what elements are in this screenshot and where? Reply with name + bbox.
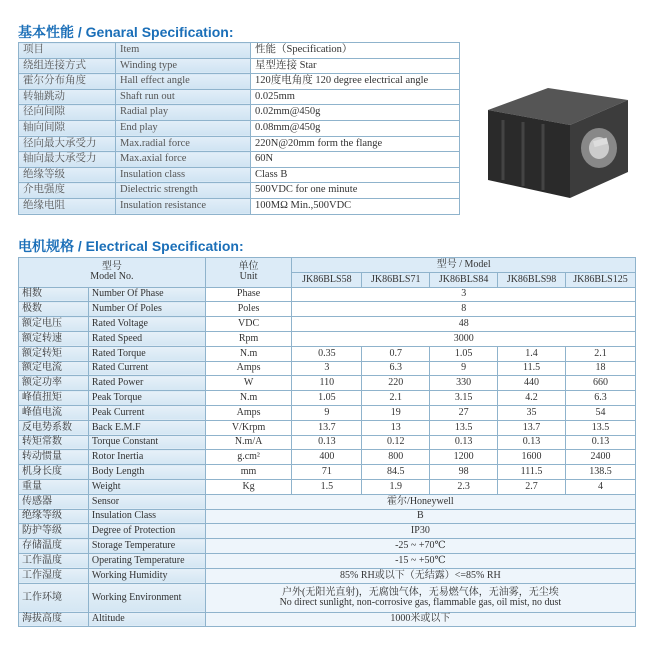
param-value: 3 (292, 361, 362, 376)
param-unit: Poles (205, 302, 292, 317)
environment-value (205, 583, 635, 612)
model-name: JK86BLS84 (430, 272, 498, 287)
model-name: JK86BLS58 (292, 272, 362, 287)
param-cn: 重量 (19, 479, 89, 494)
param-value: 0.13 (430, 435, 498, 450)
param-value: 138.5 (566, 465, 636, 480)
table-row (19, 450, 636, 465)
param-value: 18 (566, 361, 636, 376)
param-unit: V/Krpm (205, 420, 292, 435)
param-en: Storage Temperature (88, 539, 205, 554)
model-cn: 型号 (101, 261, 122, 273)
table-row (19, 361, 636, 376)
model-no-header (19, 258, 206, 288)
param-cn: 机身长度 (19, 465, 89, 480)
param-value: B (205, 509, 635, 524)
param-en: Number Of Poles (88, 302, 205, 317)
param-cn: 极数 (19, 302, 89, 317)
table-row (19, 198, 460, 214)
param-unit: g.cm² (205, 450, 292, 465)
param-value: 1600 (498, 450, 566, 465)
param-cn: 额定转矩 (19, 346, 89, 361)
param-en: Operating Temperature (88, 553, 205, 568)
item-value: 120度电角度 120 degree electrical angle (251, 74, 460, 90)
param-value: 440 (498, 376, 566, 391)
param-cn: 额定转速 (19, 331, 89, 346)
param-cn: 工作湿度 (19, 568, 89, 583)
param-unit: mm (205, 465, 292, 480)
header-spec: 性能（Specification） (251, 43, 460, 59)
param-value: 220 (362, 376, 430, 391)
table-row (19, 435, 636, 450)
param-value: 2.7 (498, 479, 566, 494)
param-value: 13.7 (498, 420, 566, 435)
item-value: Class B (251, 167, 460, 183)
param-cn: 传感器 (19, 494, 89, 509)
table-row (19, 539, 636, 554)
param-en: Rated Power (88, 376, 205, 391)
param-en: Sensor (88, 494, 205, 509)
item-value: 0.08mm@450g (251, 120, 460, 136)
param-en: Number Of Phase (88, 287, 205, 302)
header-item: Item (116, 43, 251, 59)
param-value: 1.9 (362, 479, 430, 494)
param-value: 330 (430, 376, 498, 391)
param-value: 8 (292, 302, 636, 317)
item-value: 100MΩ Min.,500VDC (251, 198, 460, 214)
param-value: 35 (498, 405, 566, 420)
item-cn: 绝缘等级 (19, 167, 116, 183)
param-value: 1.05 (292, 391, 362, 406)
electrical-spec-title: 电机规格 / Electrical Specification: (18, 238, 244, 254)
item-cn: 绕组连接方式 (19, 58, 116, 74)
table-row (19, 494, 636, 509)
param-cn: 转矩常数 (19, 435, 89, 450)
table-row (19, 405, 636, 420)
param-value: 19 (362, 405, 430, 420)
motor-image (478, 80, 638, 205)
table-row (19, 89, 460, 105)
param-value: 0.13 (566, 435, 636, 450)
param-cn: 反电势系数 (19, 420, 89, 435)
table-row (19, 287, 636, 302)
param-en: Altitude (88, 612, 205, 627)
item-value: 220N@20mm form the flange (251, 136, 460, 152)
model-en: Model No. (90, 271, 134, 283)
item-en: Insulation class (116, 167, 251, 183)
table-row (19, 105, 460, 121)
item-value: 500VDC for one minute (251, 183, 460, 199)
item-en: Hall effect angle (116, 74, 251, 90)
item-value: 0.02mm@450g (251, 105, 460, 121)
item-en: Shaft run out (116, 89, 251, 105)
param-en: Rated Speed (88, 331, 205, 346)
param-en: Rated Current (88, 361, 205, 376)
param-value: 400 (292, 450, 362, 465)
unit-cn: 单位 (238, 261, 259, 273)
param-unit: Amps (205, 405, 292, 420)
param-value: 27 (430, 405, 498, 420)
item-cn: 介电强度 (19, 183, 116, 199)
table-row (19, 509, 636, 524)
param-en: Weight (88, 479, 205, 494)
table-row (19, 183, 460, 199)
general-spec-title: 基本性能 / Genaral Specification: (18, 24, 234, 40)
table-row (19, 317, 636, 332)
param-cn: 峰值电流 (19, 405, 89, 420)
param-unit: W (205, 376, 292, 391)
param-value: 1200 (430, 450, 498, 465)
table-row (19, 331, 636, 346)
param-value: 111.5 (498, 465, 566, 480)
item-cn: 霍尔分布角度 (19, 74, 116, 90)
model-name: JK86BLS71 (362, 272, 430, 287)
model-name: JK86BLS98 (498, 272, 566, 287)
param-value: 0.35 (292, 346, 362, 361)
item-en: Max.axial force (116, 152, 251, 168)
param-en: Body Length (88, 465, 205, 480)
param-value: 3.15 (430, 391, 498, 406)
item-en: Winding type (116, 58, 251, 74)
table-row (19, 346, 636, 361)
param-value: 54 (566, 405, 636, 420)
param-value: 800 (362, 450, 430, 465)
param-cn: 额定功率 (19, 376, 89, 391)
table-row (19, 553, 636, 568)
table-row (19, 583, 636, 612)
param-cn: 存储温度 (19, 539, 89, 554)
param-cn: 防护等级 (19, 524, 89, 539)
param-value: 13.5 (566, 420, 636, 435)
param-cn: 工作环境 (19, 583, 89, 612)
param-value: 2400 (566, 450, 636, 465)
header-cn: 项目 (19, 43, 116, 59)
param-unit: Rpm (205, 331, 292, 346)
param-en: Back E.M.F (88, 420, 205, 435)
param-en: Torque Constant (88, 435, 205, 450)
param-unit: Phase (205, 287, 292, 302)
item-en: Dielectric strength (116, 183, 251, 199)
param-unit: VDC (205, 317, 292, 332)
param-unit: N.m/A (205, 435, 292, 450)
item-cn: 轴向间隙 (19, 120, 116, 136)
param-value: 3 (292, 287, 636, 302)
param-cn: 绝缘等级 (19, 509, 89, 524)
param-value: 2.3 (430, 479, 498, 494)
param-en: Degree of Protection (88, 524, 205, 539)
param-value: 85% RH或以下（无结露）<=85% RH (205, 568, 635, 583)
param-cn: 海拔高度 (19, 612, 89, 627)
model-name: JK86BLS125 (566, 272, 636, 287)
param-cn: 峰值扭矩 (19, 391, 89, 406)
item-en: Radial play (116, 105, 251, 121)
item-en: End play (116, 120, 251, 136)
param-value: 6.3 (566, 391, 636, 406)
item-en: Max.radial force (116, 136, 251, 152)
table-row (19, 120, 460, 136)
param-value: 4 (566, 479, 636, 494)
item-cn: 径向间隙 (19, 105, 116, 121)
param-en: Working Environment (88, 583, 205, 612)
item-en: Insulation resistance (116, 198, 251, 214)
param-cn: 转动惯量 (19, 450, 89, 465)
param-value: 13.5 (430, 420, 498, 435)
param-value: 84.5 (362, 465, 430, 480)
param-value: 3000 (292, 331, 636, 346)
param-value: IP30 (205, 524, 635, 539)
param-value: 48 (292, 317, 636, 332)
table-row (19, 58, 460, 74)
param-unit: N.m (205, 391, 292, 406)
item-cn: 转轴跳动 (19, 89, 116, 105)
param-value: 98 (430, 465, 498, 480)
param-value: 霍尔/Honeywell (205, 494, 635, 509)
param-value: 1.05 (430, 346, 498, 361)
item-cn: 绝缘电阻 (19, 198, 116, 214)
param-value: 1.5 (292, 479, 362, 494)
param-value: 660 (566, 376, 636, 391)
param-unit: Amps (205, 361, 292, 376)
param-cn: 额定电压 (19, 317, 89, 332)
param-value: 9 (430, 361, 498, 376)
model-group-header: 型号 / Model (292, 258, 636, 273)
param-value: 13 (362, 420, 430, 435)
param-value: 4.2 (498, 391, 566, 406)
table-row (19, 376, 636, 391)
item-value: 星型连接 Star (251, 58, 460, 74)
param-en: Insulation Class (88, 509, 205, 524)
param-value: 11.5 (498, 361, 566, 376)
item-value: 0.025mm (251, 89, 460, 105)
param-en: Rated Voltage (88, 317, 205, 332)
table-row (19, 152, 460, 168)
param-value: 1.4 (498, 346, 566, 361)
param-en: Rotor Inertia (88, 450, 205, 465)
unit-en: Unit (239, 271, 258, 283)
table-row (19, 420, 636, 435)
table-row (19, 391, 636, 406)
table-row (19, 479, 636, 494)
param-cn: 工作温度 (19, 553, 89, 568)
param-value: 2.1 (362, 391, 430, 406)
param-value: 0.7 (362, 346, 430, 361)
param-value: -15 ~ +50℃ (205, 553, 635, 568)
param-value: 0.13 (292, 435, 362, 450)
table-row (19, 612, 636, 627)
param-en: Peak Current (88, 405, 205, 420)
param-cn: 相数 (19, 287, 89, 302)
general-header-row (19, 43, 460, 59)
environment-en: No direct sunlight, non-corrosive gas, flammable gas, oil mist, no dust (279, 596, 562, 608)
param-value: 9 (292, 405, 362, 420)
param-value: -25 ~ +70℃ (205, 539, 635, 554)
unit-header (205, 258, 292, 288)
param-value: 0.13 (498, 435, 566, 450)
param-cn: 额定电流 (19, 361, 89, 376)
param-en: Peak Torque (88, 391, 205, 406)
table-row (19, 167, 460, 183)
item-value: 60N (251, 152, 460, 168)
param-value: 110 (292, 376, 362, 391)
table-row (19, 136, 460, 152)
table-row (19, 74, 460, 90)
param-unit: Kg (205, 479, 292, 494)
electrical-spec-table (18, 257, 636, 627)
table-row (19, 524, 636, 539)
table-row (19, 568, 636, 583)
param-unit: N.m (205, 346, 292, 361)
table-row (19, 302, 636, 317)
table-row (19, 465, 636, 480)
item-cn: 径向最大承受力 (19, 136, 116, 152)
param-value: 0.12 (362, 435, 430, 450)
general-spec-table (18, 42, 460, 215)
param-value: 13.7 (292, 420, 362, 435)
param-en: Rated Torque (88, 346, 205, 361)
param-value: 2.1 (566, 346, 636, 361)
param-value: 1000米或以下 (205, 612, 635, 627)
environment-cn: 户外(无阳光直射)，无腐蚀气体，无易燃气体，无油雾，无尘埃 (282, 586, 559, 598)
param-en: Working Humidity (88, 568, 205, 583)
item-cn: 轴向最大承受力 (19, 152, 116, 168)
param-value: 6.3 (362, 361, 430, 376)
param-value: 71 (292, 465, 362, 480)
